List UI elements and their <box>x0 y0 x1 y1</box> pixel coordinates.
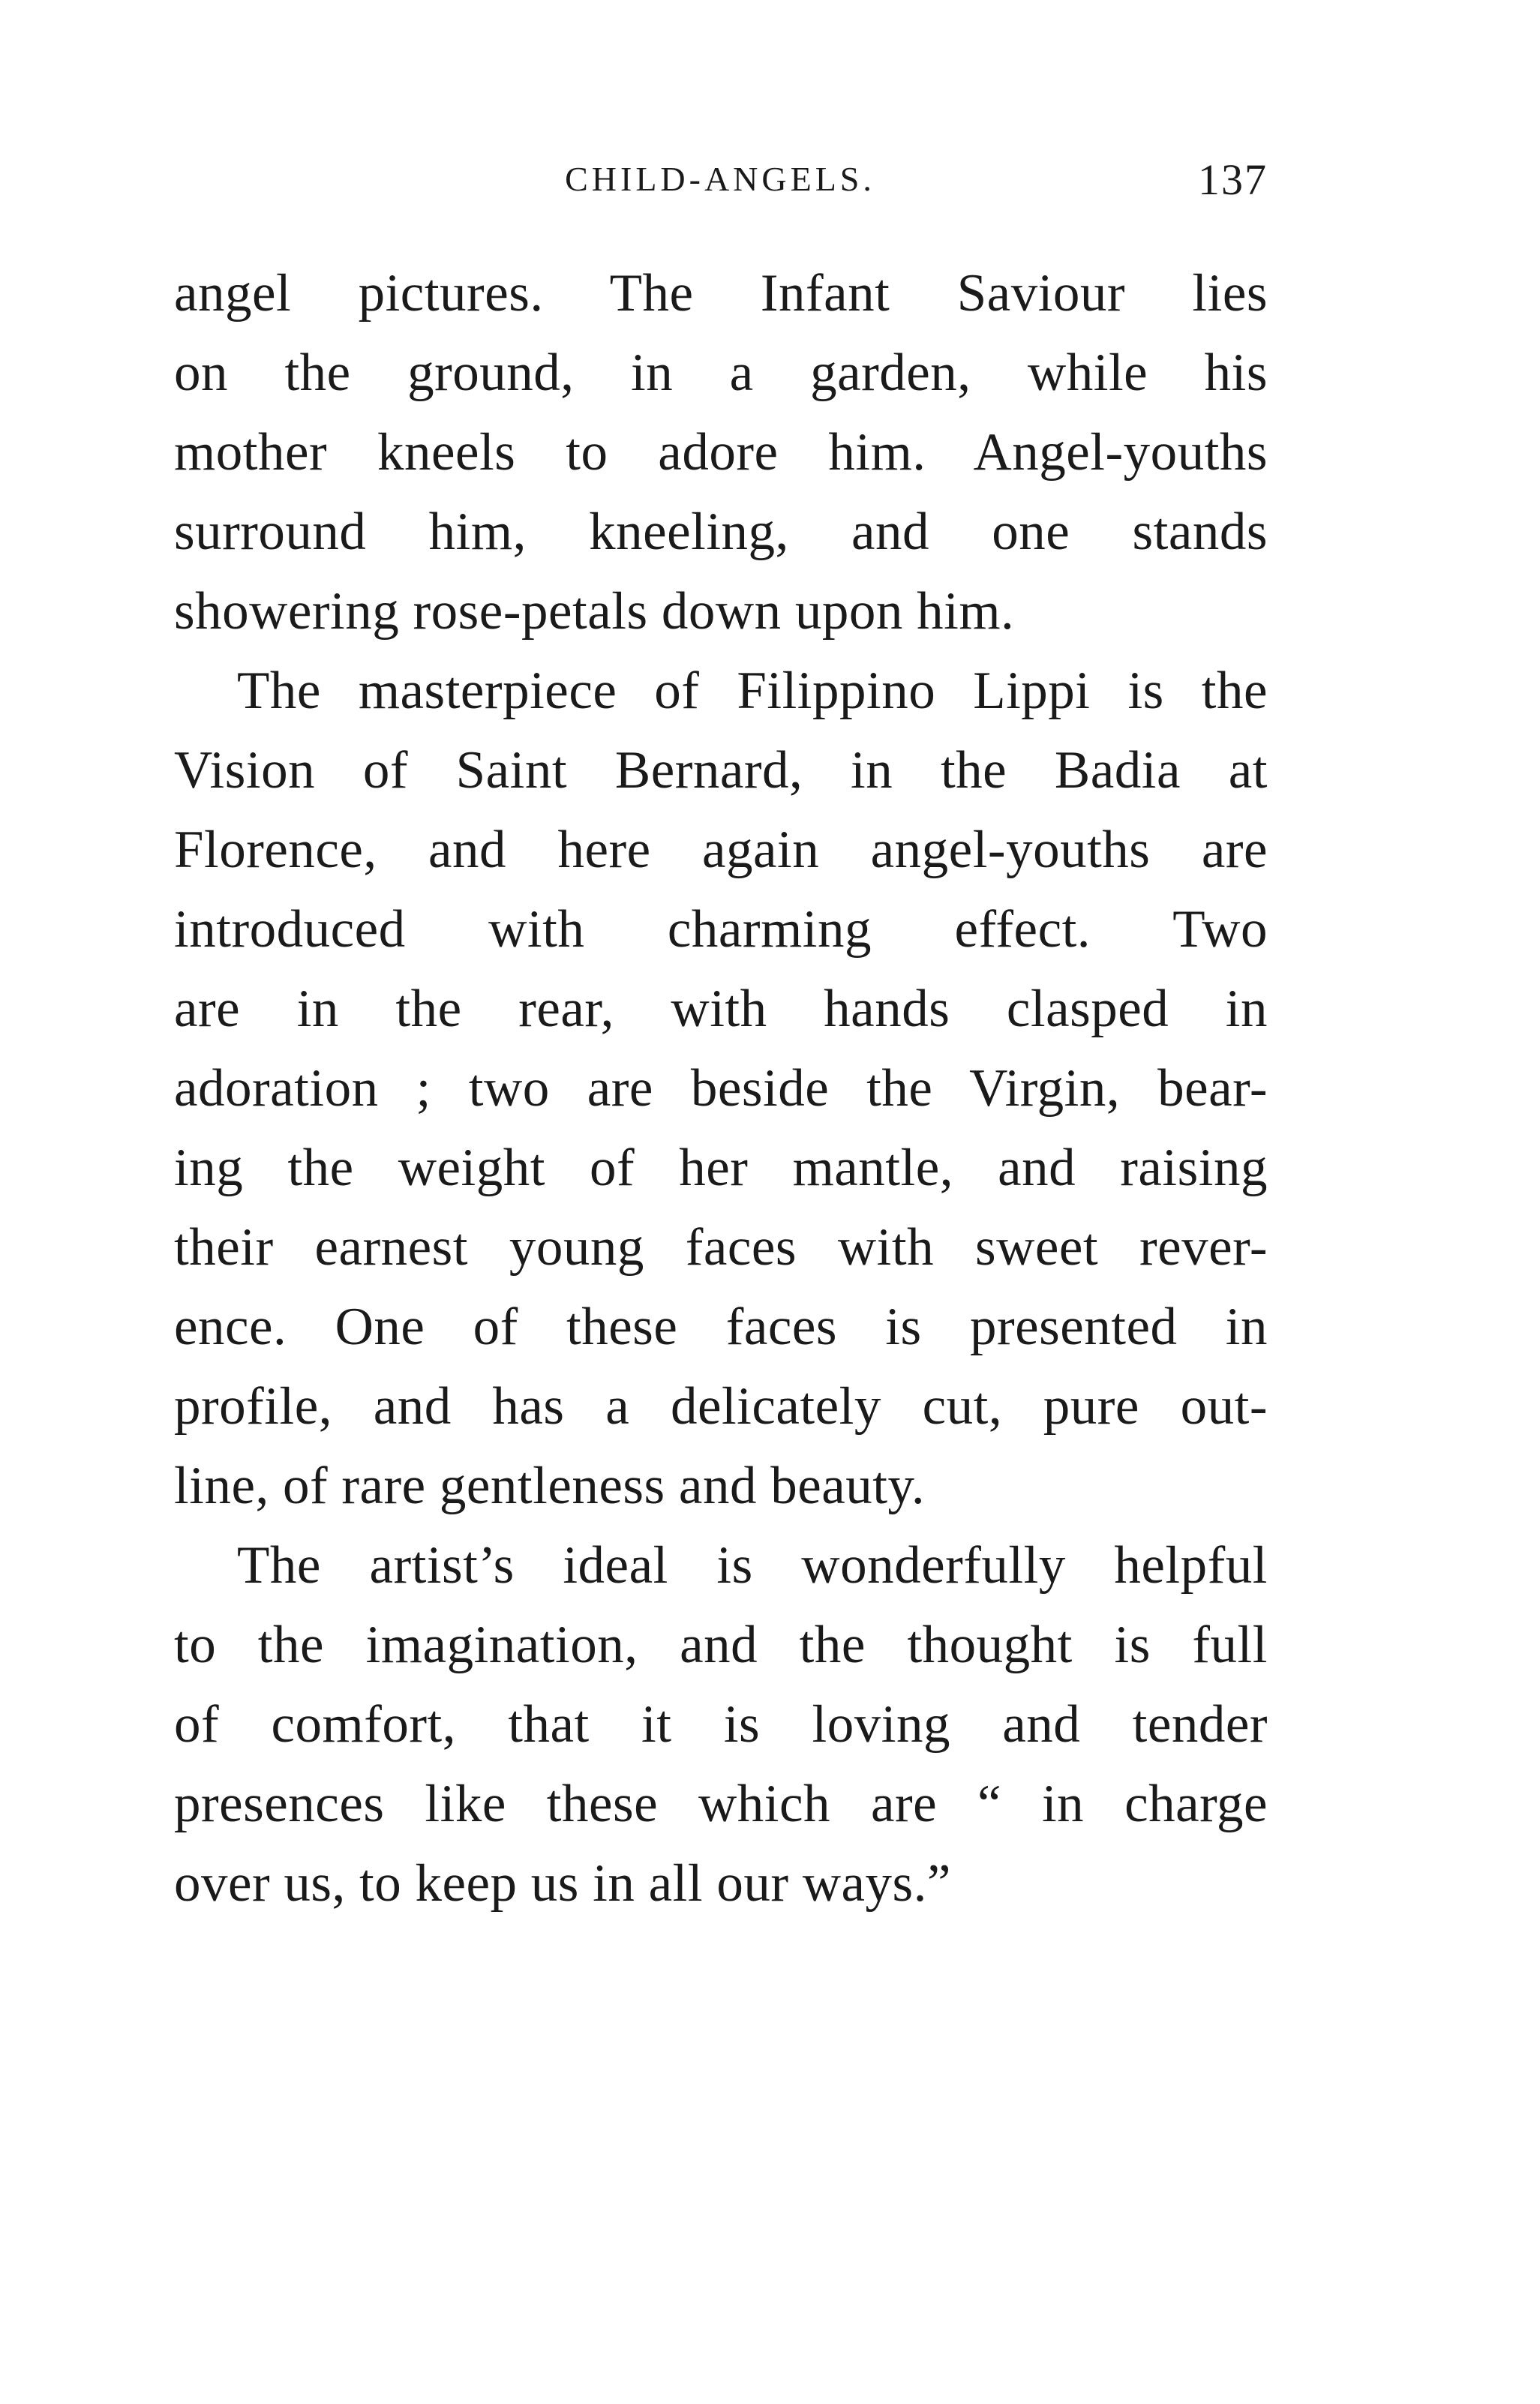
running-title: CHILD-ANGELS. <box>565 160 875 198</box>
text-line: over us, to keep us in all our ways.” <box>174 1854 951 1913</box>
text-line: ing the weight of her mantle, and raising <box>174 1139 1268 1197</box>
text-line: introduced with charming effect. Two <box>174 900 1268 959</box>
text-line: Vision of Saint Bernard, in the Badia at <box>174 741 1268 800</box>
text-line: on the ground, in a garden, while his <box>174 344 1268 402</box>
running-head <box>173 155 1268 212</box>
text-line: presences like these which are “ in charge <box>174 1775 1268 1833</box>
text-line: profile, and has a delicately cut, pure out- <box>174 1377 1268 1436</box>
text-line: adoration ; two are beside the Virgin, bear- <box>174 1059 1268 1118</box>
text-line: showering rose-petals down upon him. <box>174 582 1015 641</box>
text-line: mother kneels to adore him. Angel-youths <box>174 423 1268 482</box>
page-number: 137 <box>1198 155 1268 204</box>
text-line: line, of rare gentleness and beauty. <box>174 1457 926 1515</box>
text-line: surround him, kneeling, and one stands <box>174 503 1268 561</box>
text-line: ence. One of these faces is presented in <box>174 1298 1268 1356</box>
text-line: of comfort, that it is loving and tender <box>174 1695 1268 1754</box>
text-line: The masterpiece of Filippino Lippi is the <box>237 662 1268 720</box>
text-line: Florence, and here again angel-youths are <box>174 821 1268 879</box>
text-line: their earnest young faces with sweet rever- <box>174 1218 1268 1277</box>
text-line: The artist’s ideal is wonderfully helpful <box>237 1536 1268 1595</box>
text-line: are in the rear, with hands clasped in <box>174 980 1268 1038</box>
text-line: to the imagination, and the thought is full <box>174 1616 1268 1674</box>
text-line: angel pictures. The Infant Saviour lies <box>174 264 1268 323</box>
